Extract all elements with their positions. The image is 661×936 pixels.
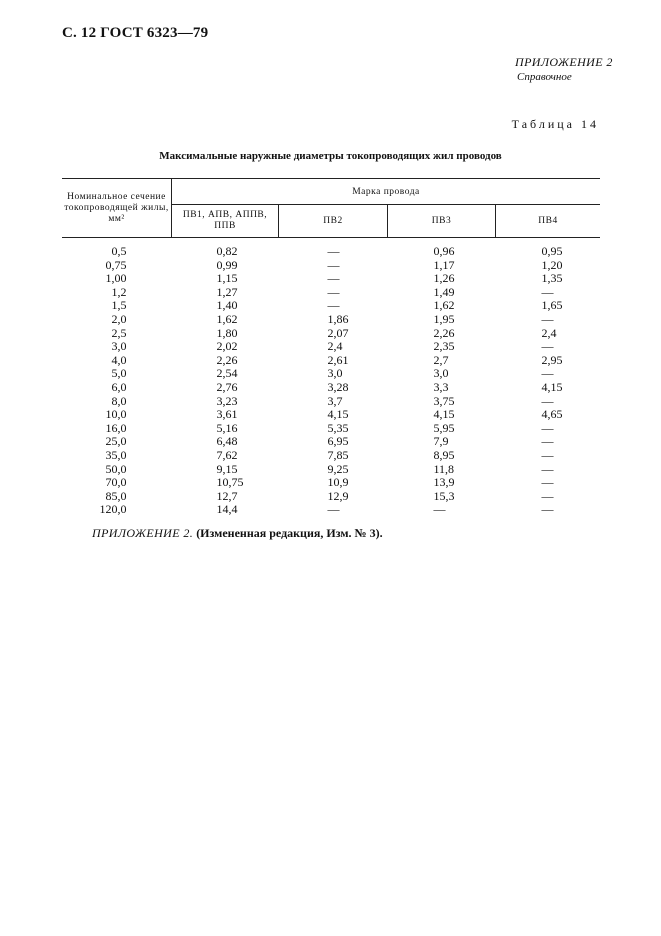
appendix-title: ПРИЛОЖЕНИЕ 2 — [515, 55, 613, 69]
table-cell: 8,95 — [433, 447, 455, 462]
table-cell: — — [327, 271, 340, 286]
table-row — [62, 408, 600, 422]
table-cell: 6,95 — [327, 434, 349, 449]
table-cell: 2,35 — [433, 339, 455, 354]
table-cell: 7,9 — [433, 434, 449, 449]
table-cell: 0,96 — [433, 244, 455, 258]
table-label: Таблица 14 — [511, 117, 599, 131]
table-cell: 1,62 — [433, 298, 455, 313]
table-cell: 0,75 — [105, 257, 127, 272]
data-table — [62, 178, 600, 517]
table-cell: 1,2 — [111, 284, 127, 299]
table-cell: — — [541, 311, 554, 326]
table-row — [62, 503, 600, 517]
footnote — [92, 526, 383, 541]
table-cell: 1,27 — [216, 284, 238, 299]
table-cell: 3,0 — [327, 366, 343, 381]
appendix-subtitle: Справочное — [517, 71, 572, 83]
table-cell: 3,3 — [433, 379, 449, 394]
table-row — [62, 449, 600, 463]
col-header-pv3: ПВ3 — [388, 205, 496, 238]
table-cell: 1,86 — [327, 311, 349, 326]
col-header-pv2: ПВ2 — [279, 205, 388, 238]
table-cell: 5,95 — [433, 420, 455, 435]
table-cell: — — [541, 461, 554, 476]
table-row — [62, 367, 600, 381]
table-cell: 1,26 — [433, 271, 455, 286]
table-cell: 2,4 — [541, 325, 557, 340]
table-cell: 3,7 — [327, 393, 343, 408]
col-header-pv1: ПВ1, АПВ, АППВ, ППВ — [172, 205, 279, 238]
table-row — [62, 422, 600, 436]
table-cell: 2,76 — [216, 379, 238, 394]
table-cell: 15,3 — [433, 488, 455, 503]
table-cell: 2,4 — [327, 339, 343, 354]
table-cell: — — [541, 434, 554, 449]
table-cell: 7,85 — [327, 447, 349, 462]
table-cell: — — [327, 284, 340, 299]
table-cell: — — [541, 475, 554, 490]
table-cell: 50,0 — [105, 461, 127, 476]
table-cell: 2,7 — [433, 352, 449, 367]
table-cell: 10,0 — [105, 407, 127, 422]
table-cell: 0,5 — [111, 244, 127, 258]
table-cell: 6,0 — [111, 379, 127, 394]
table-cell: 1,40 — [216, 298, 238, 313]
table-cell: — — [541, 488, 554, 503]
table-cell: — — [541, 339, 554, 354]
col-header-section: Номинальное сечение токопроводящей жилы, мм² — [62, 179, 172, 238]
table-cell: 2,26 — [216, 352, 238, 367]
table-row — [62, 476, 600, 490]
table-cell: 6,48 — [216, 434, 238, 449]
table-cell: 3,61 — [216, 407, 238, 422]
table-cell: 1,35 — [541, 271, 563, 286]
table-cell: 2,5 — [111, 325, 127, 340]
table-row — [62, 259, 600, 273]
table-cell: 1,95 — [433, 311, 455, 326]
table-cell: 4,15 — [541, 379, 563, 394]
table-cell: 5,0 — [111, 366, 127, 381]
table-row — [62, 490, 600, 504]
table-cell: 2,26 — [433, 325, 455, 340]
table-cell: 1,20 — [541, 257, 563, 272]
table-cell: 1,5 — [111, 298, 127, 313]
table-cell: 13,9 — [433, 475, 455, 490]
table-cell: 10,75 — [216, 475, 244, 490]
col-header-pv4: ПВ4 — [496, 205, 601, 238]
table-row — [62, 299, 600, 313]
table-cell: 4,15 — [433, 407, 455, 422]
table-cell: 0,99 — [216, 257, 238, 272]
table-cell: 2,02 — [216, 339, 238, 354]
appendix-block — [515, 55, 613, 83]
table-cell: 35,0 — [105, 447, 127, 462]
table-cell: 4,15 — [327, 407, 349, 422]
table-cell: 25,0 — [105, 434, 127, 449]
table-row — [62, 435, 600, 449]
table-cell: 3,28 — [327, 379, 349, 394]
footnote-label: ПРИЛОЖЕНИЕ 2. — [92, 526, 194, 540]
table-body — [62, 238, 600, 517]
table-cell: 1,80 — [216, 325, 238, 340]
table-cell: — — [433, 502, 446, 517]
table-cell: 0,82 — [216, 244, 238, 258]
table-cell: 9,15 — [216, 461, 238, 476]
table-row — [62, 286, 600, 300]
footnote-text: (Измененная редакция, Изм. № 3). — [196, 526, 383, 540]
table-cell: 2,54 — [216, 366, 238, 381]
table-row — [62, 238, 600, 259]
table-cell: 3,0 — [433, 366, 449, 381]
page-header: С. 12 ГОСТ 6323—79 — [62, 25, 209, 41]
table-cell: — — [327, 257, 340, 272]
table-cell: 4,0 — [111, 352, 127, 367]
table-cell: 10,9 — [327, 475, 349, 490]
table-cell: 120,0 — [99, 502, 127, 517]
table-cell: — — [541, 447, 554, 462]
table-cell: 0,95 — [541, 244, 563, 258]
table-cell: — — [541, 393, 554, 408]
table-cell: — — [327, 502, 340, 517]
table-cell: 1,49 — [433, 284, 455, 299]
table-cell: 5,35 — [327, 420, 349, 435]
table-cell: 1,15 — [216, 271, 238, 286]
table-cell: — — [327, 244, 340, 258]
table-row — [62, 395, 600, 409]
table-cell: 7,62 — [216, 447, 238, 462]
table-cell: 12,7 — [216, 488, 238, 503]
table-cell: — — [541, 502, 554, 517]
table-row — [62, 381, 600, 395]
table-cell: 2,61 — [327, 352, 349, 367]
table-cell: 2,07 — [327, 325, 349, 340]
table-cell: 3,0 — [111, 339, 127, 354]
table-cell: 4,65 — [541, 407, 563, 422]
table-row — [62, 463, 600, 477]
table-cell: 16,0 — [105, 420, 127, 435]
table-cell: 9,25 — [327, 461, 349, 476]
table-cell: — — [541, 284, 554, 299]
table-cell: — — [327, 298, 340, 313]
table-row — [62, 327, 600, 341]
table-cell: 3,23 — [216, 393, 238, 408]
table-cell: 1,65 — [541, 298, 563, 313]
table-cell: 1,17 — [433, 257, 455, 272]
table-cell: 2,0 — [111, 311, 127, 326]
table-cell: — — [541, 420, 554, 435]
table-title: Максимальные наружные диаметры токопроводящих жил проводов — [159, 150, 502, 162]
table-cell: 5,16 — [216, 420, 238, 435]
table-cell: 70,0 — [105, 475, 127, 490]
group-header-brand: Марка провода — [172, 179, 601, 205]
table-cell: 3,75 — [433, 393, 455, 408]
table-row — [62, 272, 600, 286]
table-row — [62, 340, 600, 354]
table-cell: 2,95 — [541, 352, 563, 367]
table-cell: 1,00 — [105, 271, 127, 286]
table-cell: 1,62 — [216, 311, 238, 326]
table-row — [62, 354, 600, 368]
table-row — [62, 313, 600, 327]
table-cell: 14,4 — [216, 502, 238, 517]
table-cell: 8,0 — [111, 393, 127, 408]
table-cell: 85,0 — [105, 488, 127, 503]
table-cell: — — [541, 366, 554, 381]
table-cell: 11,8 — [433, 461, 455, 476]
table-cell: 12,9 — [327, 488, 349, 503]
